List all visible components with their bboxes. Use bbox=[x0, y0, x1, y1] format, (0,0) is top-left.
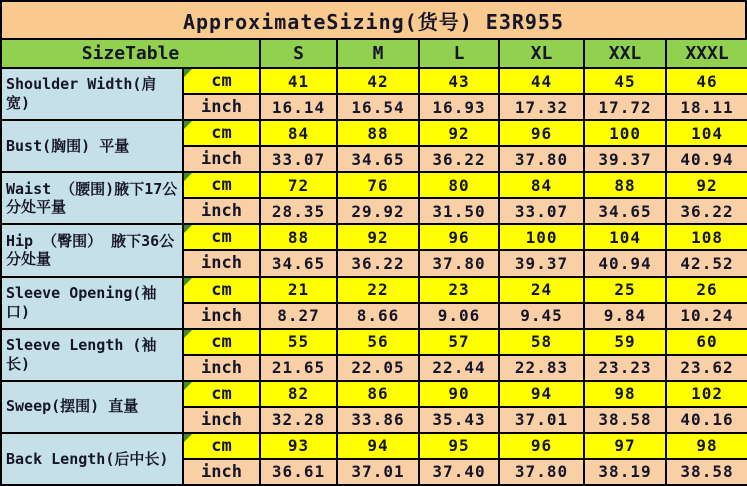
value-cell-cm: 102 bbox=[666, 381, 747, 407]
value-cell-cm: 88 bbox=[584, 172, 666, 198]
value-cell-inch: 36.22 bbox=[419, 146, 499, 172]
unit-cell-inch: inch bbox=[183, 250, 260, 276]
unit-cell-inch: inch bbox=[183, 303, 260, 329]
value-cell-inch: 34.65 bbox=[337, 146, 419, 172]
value-cell-cm: 59 bbox=[584, 329, 666, 355]
unit-cell-inch: inch bbox=[183, 94, 260, 120]
value-cell-inch: 37.01 bbox=[499, 407, 584, 433]
value-cell-cm: 93 bbox=[260, 433, 337, 459]
value-cell-inch: 29.92 bbox=[337, 198, 419, 224]
value-cell-inch: 37.01 bbox=[337, 459, 419, 485]
value-cell-cm: 104 bbox=[584, 224, 666, 250]
measurement-label: Hip （臀围） 腋下36公分处量 bbox=[1, 224, 183, 276]
value-cell-inch: 40.16 bbox=[666, 407, 747, 433]
size-column-header-xxxl: XXXL bbox=[666, 39, 747, 68]
value-cell-inch: 37.40 bbox=[419, 459, 499, 485]
value-cell-cm: 86 bbox=[337, 381, 419, 407]
measure-row-cm bbox=[1, 277, 747, 303]
value-cell-cm: 104 bbox=[666, 120, 747, 146]
value-cell-cm: 97 bbox=[584, 433, 666, 459]
value-cell-cm: 57 bbox=[419, 329, 499, 355]
value-cell-cm: 88 bbox=[260, 224, 337, 250]
unit-cell-cm: cm bbox=[183, 381, 260, 407]
measurement-label: Shoulder Width(肩宽) bbox=[1, 68, 183, 120]
value-cell-inch: 22.44 bbox=[419, 355, 499, 381]
size-column-header-s: S bbox=[260, 39, 337, 68]
unit-cell-cm: cm bbox=[183, 68, 260, 94]
value-cell-inch: 37.80 bbox=[499, 146, 584, 172]
value-cell-inch: 38.58 bbox=[666, 459, 747, 485]
value-cell-inch: 31.50 bbox=[419, 198, 499, 224]
size-column-header-xxl: XXL bbox=[584, 39, 666, 68]
measure-row-cm bbox=[1, 381, 747, 407]
value-cell-cm: 96 bbox=[419, 224, 499, 250]
value-cell-inch: 22.83 bbox=[499, 355, 584, 381]
value-cell-inch: 34.65 bbox=[584, 198, 666, 224]
value-cell-inch: 22.05 bbox=[337, 355, 419, 381]
value-cell-inch: 28.35 bbox=[260, 198, 337, 224]
value-cell-cm: 94 bbox=[337, 433, 419, 459]
size-column-header-xl: XL bbox=[499, 39, 584, 68]
value-cell-inch: 9.84 bbox=[584, 303, 666, 329]
value-cell-inch: 16.93 bbox=[419, 94, 499, 120]
value-cell-inch: 17.32 bbox=[499, 94, 584, 120]
measure-row-cm bbox=[1, 433, 747, 459]
measure-row-cm bbox=[1, 172, 747, 198]
header-row bbox=[1, 39, 747, 68]
value-cell-cm: 24 bbox=[499, 277, 584, 303]
value-cell-cm: 100 bbox=[584, 120, 666, 146]
measurement-label: Sleeve Opening(袖口) bbox=[1, 277, 183, 329]
unit-cell-cm: cm bbox=[183, 120, 260, 146]
value-cell-cm: 42 bbox=[337, 68, 419, 94]
value-cell-cm: 76 bbox=[337, 172, 419, 198]
value-cell-cm: 98 bbox=[666, 433, 747, 459]
unit-cell-cm: cm bbox=[183, 433, 260, 459]
value-cell-inch: 40.94 bbox=[584, 250, 666, 276]
unit-cell-inch: inch bbox=[183, 459, 260, 485]
measurement-label: Bust(胸围) 平量 bbox=[1, 120, 183, 172]
value-cell-inch: 9.06 bbox=[419, 303, 499, 329]
value-cell-inch: 38.19 bbox=[584, 459, 666, 485]
value-cell-cm: 92 bbox=[337, 224, 419, 250]
value-cell-cm: 41 bbox=[260, 68, 337, 94]
value-cell-cm: 100 bbox=[499, 224, 584, 250]
value-cell-cm: 84 bbox=[260, 120, 337, 146]
value-cell-cm: 82 bbox=[260, 381, 337, 407]
value-cell-cm: 94 bbox=[499, 381, 584, 407]
value-cell-cm: 56 bbox=[337, 329, 419, 355]
value-cell-inch: 35.43 bbox=[419, 407, 499, 433]
value-cell-cm: 96 bbox=[499, 120, 584, 146]
chart-title: ApproximateSizing(货号) E3R955 bbox=[0, 0, 747, 38]
value-cell-cm: 96 bbox=[499, 433, 584, 459]
value-cell-inch: 17.72 bbox=[584, 94, 666, 120]
value-cell-inch: 16.54 bbox=[337, 94, 419, 120]
value-cell-inch: 37.80 bbox=[419, 250, 499, 276]
measurement-label: Back Length(后中长) bbox=[1, 433, 183, 485]
unit-cell-inch: inch bbox=[183, 198, 260, 224]
value-cell-cm: 60 bbox=[666, 329, 747, 355]
value-cell-cm: 46 bbox=[666, 68, 747, 94]
value-cell-cm: 92 bbox=[419, 120, 499, 146]
value-cell-inch: 18.11 bbox=[666, 94, 747, 120]
value-cell-cm: 23 bbox=[419, 277, 499, 303]
size-column-header-l: L bbox=[419, 39, 499, 68]
value-cell-inch: 40.94 bbox=[666, 146, 747, 172]
value-cell-cm: 95 bbox=[419, 433, 499, 459]
unit-cell-cm: cm bbox=[183, 172, 260, 198]
unit-cell-inch: inch bbox=[183, 146, 260, 172]
measurement-label: Sweep(摆围) 直量 bbox=[1, 381, 183, 433]
value-cell-cm: 88 bbox=[337, 120, 419, 146]
value-cell-inch: 8.27 bbox=[260, 303, 337, 329]
measurement-label: Waist （腰围)腋下17公分处平量 bbox=[1, 172, 183, 224]
value-cell-inch: 33.07 bbox=[260, 146, 337, 172]
value-cell-inch: 32.28 bbox=[260, 407, 337, 433]
value-cell-inch: 39.37 bbox=[499, 250, 584, 276]
value-cell-cm: 43 bbox=[419, 68, 499, 94]
measure-row-cm bbox=[1, 120, 747, 146]
value-cell-inch: 23.62 bbox=[666, 355, 747, 381]
value-cell-cm: 25 bbox=[584, 277, 666, 303]
value-cell-inch: 36.22 bbox=[666, 198, 747, 224]
corner-header-sizetable: SizeTable bbox=[1, 39, 260, 68]
value-cell-inch: 34.65 bbox=[260, 250, 337, 276]
value-cell-inch: 33.07 bbox=[499, 198, 584, 224]
value-cell-inch: 33.86 bbox=[337, 407, 419, 433]
unit-cell-cm: cm bbox=[183, 329, 260, 355]
value-cell-inch: 36.61 bbox=[260, 459, 337, 485]
unit-cell-cm: cm bbox=[183, 224, 260, 250]
unit-cell-inch: inch bbox=[183, 407, 260, 433]
value-cell-cm: 98 bbox=[584, 381, 666, 407]
value-cell-inch: 9.45 bbox=[499, 303, 584, 329]
value-cell-inch: 16.14 bbox=[260, 94, 337, 120]
value-cell-cm: 92 bbox=[666, 172, 747, 198]
value-cell-inch: 36.22 bbox=[337, 250, 419, 276]
size-table bbox=[0, 38, 747, 486]
size-column-header-m: M bbox=[337, 39, 419, 68]
value-cell-cm: 58 bbox=[499, 329, 584, 355]
value-cell-cm: 72 bbox=[260, 172, 337, 198]
measurement-label: Sleeve Length (袖长) bbox=[1, 329, 183, 381]
value-cell-inch: 39.37 bbox=[584, 146, 666, 172]
value-cell-cm: 84 bbox=[499, 172, 584, 198]
value-cell-inch: 42.52 bbox=[666, 250, 747, 276]
value-cell-cm: 45 bbox=[584, 68, 666, 94]
value-cell-cm: 44 bbox=[499, 68, 584, 94]
value-cell-inch: 37.80 bbox=[499, 459, 584, 485]
value-cell-cm: 90 bbox=[419, 381, 499, 407]
value-cell-inch: 38.58 bbox=[584, 407, 666, 433]
unit-cell-cm: cm bbox=[183, 277, 260, 303]
value-cell-inch: 8.66 bbox=[337, 303, 419, 329]
value-cell-cm: 21 bbox=[260, 277, 337, 303]
measure-row-cm bbox=[1, 224, 747, 250]
value-cell-cm: 55 bbox=[260, 329, 337, 355]
unit-cell-inch: inch bbox=[183, 355, 260, 381]
measure-row-cm bbox=[1, 329, 747, 355]
value-cell-inch: 23.23 bbox=[584, 355, 666, 381]
value-cell-cm: 26 bbox=[666, 277, 747, 303]
value-cell-inch: 10.24 bbox=[666, 303, 747, 329]
value-cell-inch: 21.65 bbox=[260, 355, 337, 381]
value-cell-cm: 22 bbox=[337, 277, 419, 303]
value-cell-cm: 108 bbox=[666, 224, 747, 250]
value-cell-cm: 80 bbox=[419, 172, 499, 198]
measure-row-cm bbox=[1, 68, 747, 94]
